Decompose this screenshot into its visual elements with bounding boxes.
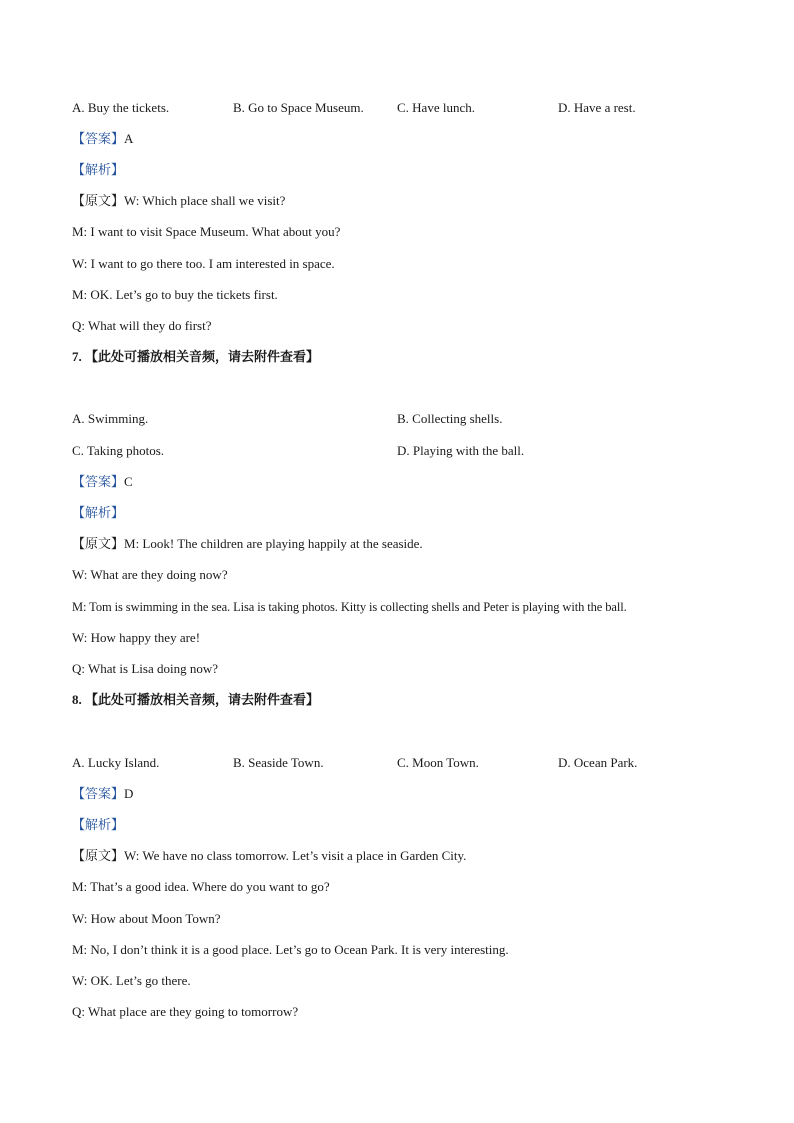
q8-transcript-line-6: Q: What place are they going to tomorrow? xyxy=(72,1004,299,1019)
q7-transcript-line-1 xyxy=(72,536,423,552)
q8-transcript-line-3: W: How about Moon Town? xyxy=(72,911,221,926)
question-number: 8. xyxy=(72,692,82,707)
q7-analysis-label: 【解析】 xyxy=(72,505,125,520)
transcript-text: M: Look! The children are playing happily at the seaside. xyxy=(124,536,423,551)
q7-answer xyxy=(72,474,133,490)
question-number: 7. xyxy=(72,349,82,364)
audio-note: 【此处可播放相关音频，请去附件查看】 xyxy=(85,349,320,364)
transcript-text: W: Which place shall we visit? xyxy=(124,193,286,208)
q6-option-c: C. Have lunch. xyxy=(397,100,475,115)
q8-transcript-line-2: M: That’s a good idea. Where do you want to go? xyxy=(72,879,330,894)
q7-heading xyxy=(72,349,319,365)
q7-transcript-line-2: W: What are they doing now? xyxy=(72,567,228,582)
q8-option-d: D. Ocean Park. xyxy=(558,755,638,770)
answer-value: A xyxy=(124,131,134,146)
audio-note: 【此处可播放相关音频，请去附件查看】 xyxy=(85,692,320,707)
transcript-label: 【原文】 xyxy=(72,193,125,208)
transcript-text: W: We have no class tomorrow. Let’s visit a place in Garden City. xyxy=(124,848,467,863)
q6-transcript-line-5: Q: What will they do first? xyxy=(72,318,212,333)
answer-label: 【答案】 xyxy=(72,131,125,146)
q6-option-d: D. Have a rest. xyxy=(558,100,636,115)
q6-answer xyxy=(72,131,133,147)
q7-option-b: B. Collecting shells. xyxy=(397,411,503,426)
answer-label: 【答案】 xyxy=(72,474,125,489)
q6-option-a: A. Buy the tickets. xyxy=(72,100,170,115)
q6-transcript-line-1 xyxy=(72,193,285,209)
q7-option-a: A. Swimming. xyxy=(72,411,149,426)
answer-value: C xyxy=(124,474,133,489)
transcript-label: 【原文】 xyxy=(72,848,125,863)
q6-transcript-line-2: M: I want to visit Space Museum. What about you? xyxy=(72,224,341,239)
q8-answer xyxy=(72,786,133,802)
q8-heading xyxy=(72,692,319,708)
q6-transcript-line-3: W: I want to go there too. I am interested in space. xyxy=(72,256,335,271)
q6-transcript-line-4: M: OK. Let’s go to buy the tickets first. xyxy=(72,287,278,302)
q7-transcript-line-3: M: Tom is swimming in the sea. Lisa is taking photos. Kitty is collecting shells and Peter is playing with the ball. xyxy=(72,600,627,614)
q8-transcript-line-4: M: No, I don’t think it is a good place. Let’s go to Ocean Park. It is very interesting. xyxy=(72,942,509,957)
q7-transcript-line-5: Q: What is Lisa doing now? xyxy=(72,661,218,676)
q6-option-b: B. Go to Space Museum. xyxy=(233,100,364,115)
transcript-label: 【原文】 xyxy=(72,536,125,551)
q8-analysis-label: 【解析】 xyxy=(72,817,125,832)
q6-analysis-label: 【解析】 xyxy=(72,162,125,177)
q7-option-c: C. Taking photos. xyxy=(72,443,165,458)
q7-transcript-line-4: W: How happy they are! xyxy=(72,630,201,645)
q8-option-a: A. Lucky Island. xyxy=(72,755,160,770)
q8-option-c: C. Moon Town. xyxy=(397,755,479,770)
answer-label: 【答案】 xyxy=(72,786,125,801)
q8-transcript-line-5: W: OK. Let’s go there. xyxy=(72,973,191,988)
answer-value: D xyxy=(124,786,134,801)
q8-option-b: B. Seaside Town. xyxy=(233,755,324,770)
q8-transcript-line-1 xyxy=(72,848,466,864)
q7-option-d: D. Playing with the ball. xyxy=(397,443,525,458)
